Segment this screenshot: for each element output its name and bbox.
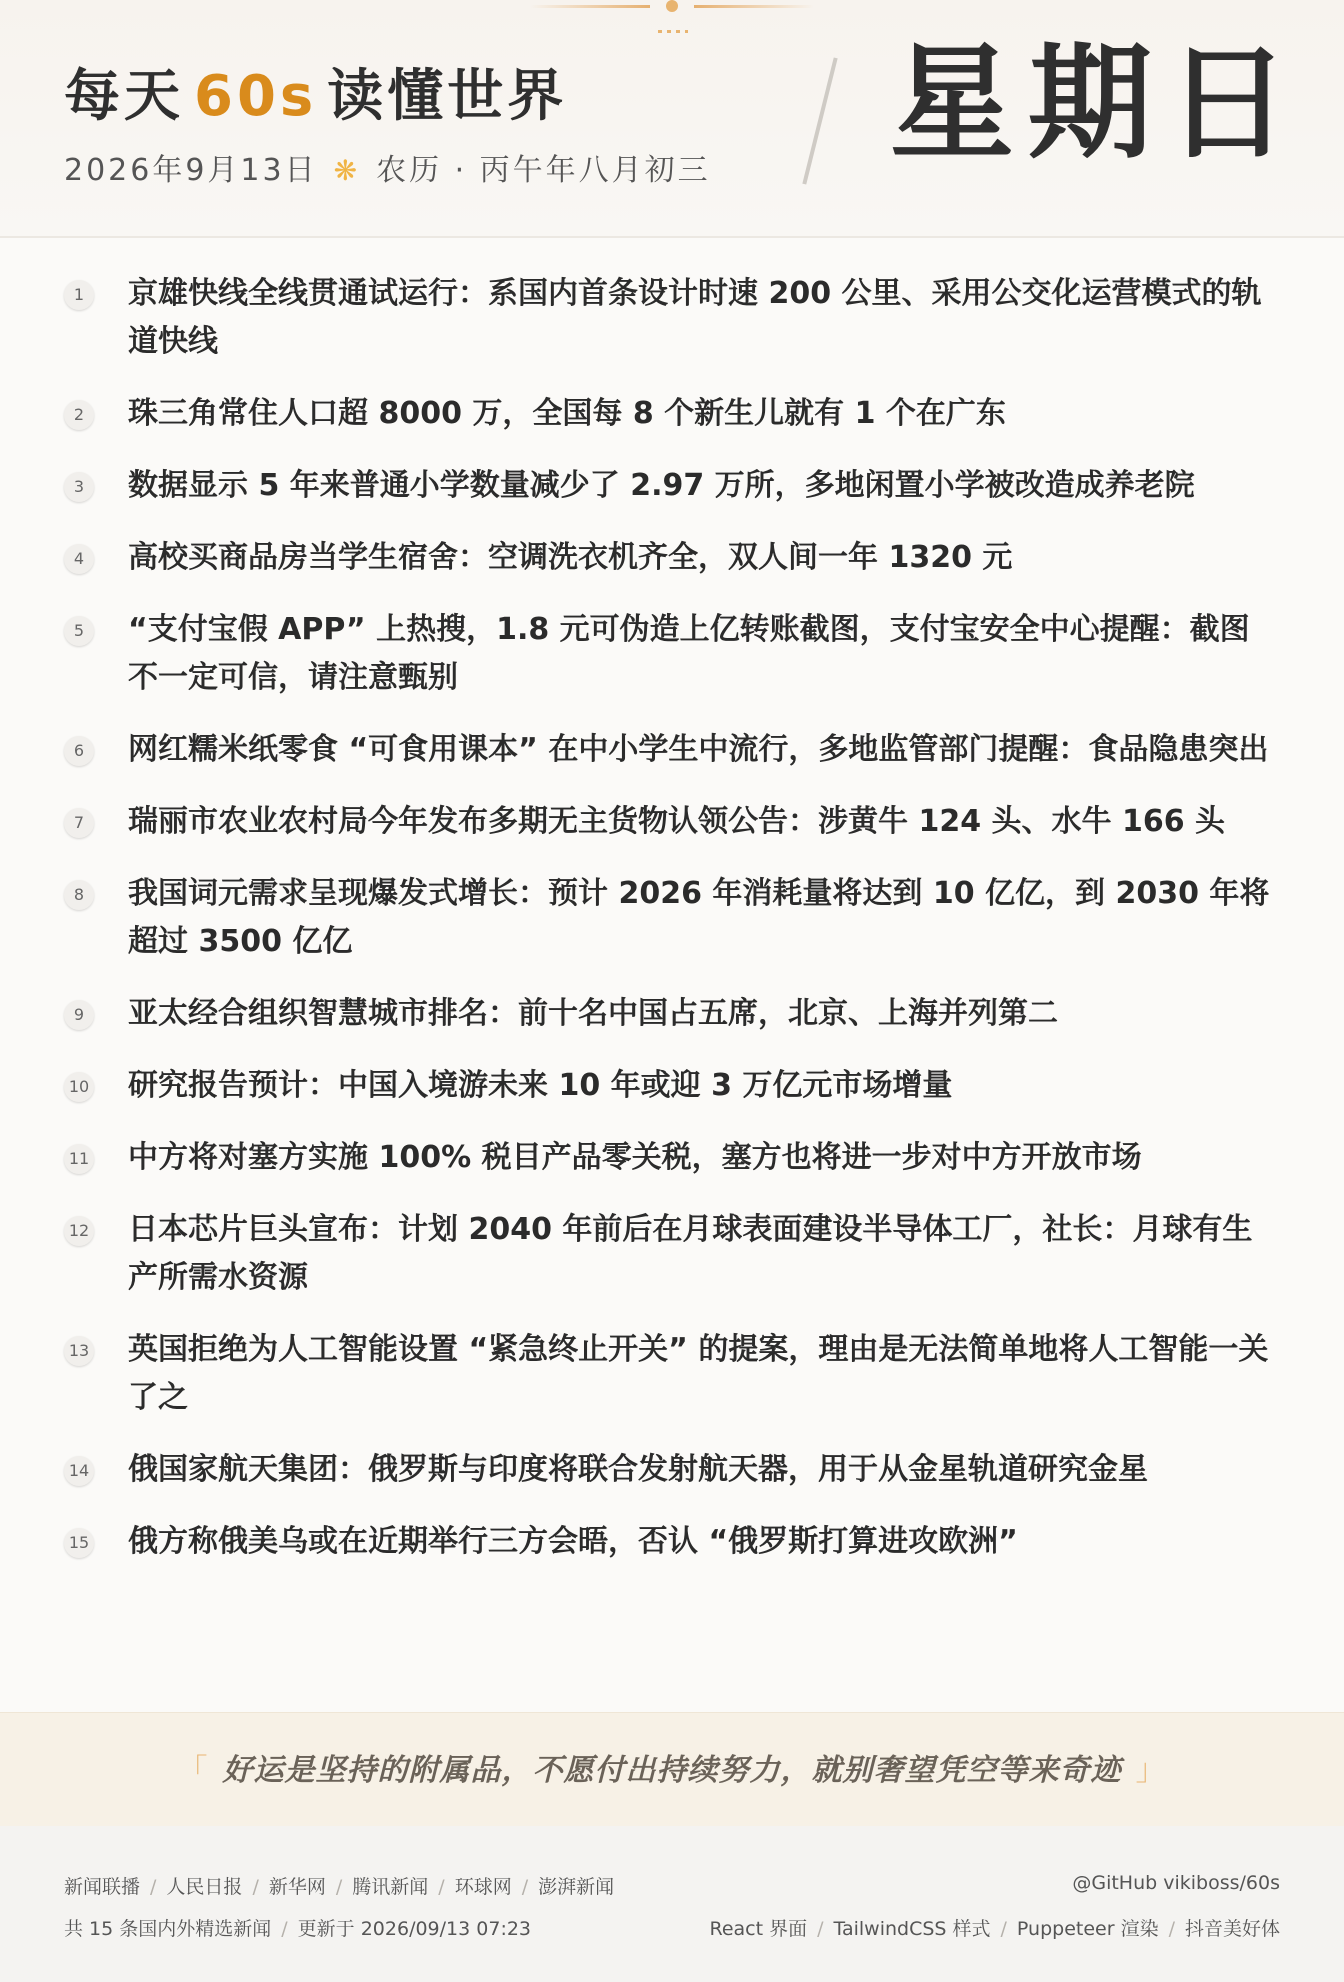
separator: / (438, 1876, 445, 1898)
quote (164, 1745, 1181, 1789)
date-line (64, 145, 711, 189)
news-item (0, 462, 1344, 510)
news-number-badge: 12 (64, 1216, 94, 1246)
quote-text: 好运是坚持的附属品，不愿付出持续努力，就别奢望凭空等来奇迹 (222, 1753, 1122, 1788)
news-number-badge: 15 (64, 1528, 94, 1558)
news-text: 俄方称俄美乌或在近期举行三方会晤，否认 “俄罗斯打算进攻欧洲” (128, 1524, 1018, 1559)
news-meta (64, 1914, 531, 1941)
source-name: 澎湃新闻 (538, 1876, 615, 1898)
news-item (0, 606, 1344, 702)
quote-close-mark: 」 (1135, 1753, 1167, 1788)
news-text: 京雄快线全线贯通试运行：系国内首条设计时速 200 公里、采用公交化运营模式的轨道快线 (128, 276, 1262, 359)
separator: / (281, 1918, 288, 1940)
news-number-badge: 5 (64, 616, 94, 646)
news-list (0, 270, 1344, 1590)
decoration-dot (666, 0, 678, 12)
news-text: 高校买商品房当学生宿舍：空调洗衣机齐全，双人间一年 1320 元 (128, 540, 1013, 575)
news-text: 亚太经合组织智慧城市排名：前十名中国占五席，北京、上海并列第二 (128, 996, 1058, 1031)
credit-item: 抖音美好体 (1184, 1918, 1280, 1940)
github-link[interactable]: @GitHub vikiboss/60s (1072, 1872, 1280, 1894)
news-item (0, 1518, 1344, 1566)
news-item (0, 870, 1344, 966)
source-name: 新闻联播 (64, 1876, 141, 1898)
news-number-badge: 11 (64, 1144, 94, 1174)
news-text: “支付宝假 APP” 上热搜，1.8 元可伪造上亿转账截图，支付宝安全中心提醒：截图不一定可信，请注意甄别 (128, 612, 1250, 695)
top-decoration (500, 0, 844, 40)
title-accent: 60s (194, 64, 318, 129)
quote-open-mark: 「 (177, 1753, 209, 1788)
news-count: 共 15 条国内外精选新闻 (64, 1918, 272, 1940)
news-number-badge: 9 (64, 1000, 94, 1030)
news-item (0, 1062, 1344, 1110)
news-number-badge: 6 (64, 736, 94, 766)
divider-slash (802, 57, 837, 184)
news-text: 日本芯片巨头宣布：计划 2040 年前后在月球表面建设半导体工厂，社长：月球有生产所需水资源 (128, 1212, 1253, 1295)
separator: / (150, 1876, 157, 1898)
news-item (0, 1446, 1344, 1494)
news-text: 俄国家航天集团：俄罗斯与印度将联合发射航天器，用于从金星轨道研究金星 (128, 1452, 1148, 1487)
tech-credits (709, 1914, 1280, 1941)
news-text: 我国词元需求呈现爆发式增长：预计 2026 年消耗量将达到 10 亿亿，到 2030 年将超过 3500 亿亿 (128, 876, 1270, 959)
news-number-badge: 14 (64, 1456, 94, 1486)
news-number-badge: 3 (64, 472, 94, 502)
news-text: 珠三角常住人口超 8000 万，全国每 8 个新生儿就有 1 个在广东 (128, 396, 1006, 431)
star-icon: ❋ (333, 154, 361, 187)
news-number-badge: 7 (64, 808, 94, 838)
date-text: 2026年9月13日 (64, 153, 318, 188)
title-suffix: 读懂世界 (327, 64, 568, 129)
credit-item: React 界面 (709, 1918, 808, 1940)
credit-item: TailwindCSS 样式 (833, 1918, 991, 1940)
separator: / (1000, 1918, 1007, 1940)
news-item (0, 390, 1344, 438)
lunar-date: 农历 · 丙午年八月初三 (376, 153, 711, 188)
news-text: 数据显示 5 年来普通小学数量减少了 2.97 万所，多地闲置小学被改造成养老院 (128, 468, 1195, 503)
quote-bar (0, 1712, 1344, 1828)
credit-item: Puppeteer 渲染 (1016, 1918, 1159, 1940)
news-item (0, 798, 1344, 846)
source-name: 新华网 (268, 1876, 326, 1898)
news-number-badge: 4 (64, 544, 94, 574)
separator: / (335, 1876, 343, 1898)
source-name: 人民日报 (166, 1876, 243, 1898)
news-item (0, 1134, 1344, 1182)
weekday: 星期日 (890, 32, 1305, 176)
news-item (0, 726, 1344, 774)
news-text: 网红糯米纸零食 “可食用课本” 在中小学生中流行，多地监管部门提醒：食品隐患突出 (128, 732, 1269, 767)
news-text: 中方将对塞方实施 100% 税目产品零关税，塞方也将进一步对中方开放市场 (128, 1140, 1142, 1175)
separator: / (521, 1876, 529, 1898)
update-time: 更新于 2026/09/13 07:23 (297, 1918, 532, 1940)
title-prefix: 每天 (64, 64, 184, 129)
news-number-badge: 2 (64, 400, 94, 430)
decoration-dashes (658, 30, 688, 33)
decoration-line (530, 5, 650, 8)
footer (0, 1826, 1344, 1982)
separator: / (1168, 1918, 1175, 1940)
news-text: 研究报告预计：中国入境游未来 10 年或迎 3 万亿元市场增量 (128, 1068, 953, 1103)
news-number-badge: 8 (64, 880, 94, 910)
separator: / (252, 1876, 259, 1898)
news-number-badge: 13 (64, 1336, 94, 1366)
news-item (0, 1326, 1344, 1422)
news-item (0, 990, 1344, 1038)
page-title (64, 52, 567, 132)
news-number-badge: 1 (64, 280, 94, 310)
news-item (0, 270, 1344, 366)
news-number-badge: 10 (64, 1072, 94, 1102)
source-name: 腾讯新闻 (352, 1876, 429, 1898)
header (0, 0, 1344, 238)
separator: / (817, 1918, 824, 1940)
news-item (0, 1206, 1344, 1302)
news-item (0, 534, 1344, 582)
source-name: 环球网 (454, 1876, 512, 1898)
news-sources (64, 1872, 614, 1899)
news-text: 英国拒绝为人工智能设置 “紧急终止开关” 的提案，理由是无法简单地将人工智能一关了之 (128, 1332, 1269, 1415)
decoration-line (694, 5, 814, 8)
news-text: 瑞丽市农业农村局今年发布多期无主货物认领公告：涉黄牛 124 头、水牛 166 头 (128, 804, 1226, 839)
